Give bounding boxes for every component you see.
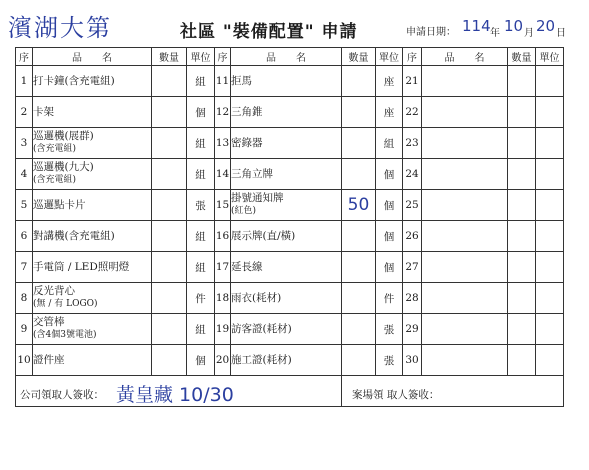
item-unit-text: 張 bbox=[383, 354, 395, 367]
date-year: 114 bbox=[462, 17, 491, 35]
item-quantity[interactable] bbox=[342, 221, 376, 252]
table-row bbox=[16, 345, 564, 376]
item-number-text: 30 bbox=[405, 354, 419, 366]
signature-row bbox=[16, 376, 564, 407]
item-name bbox=[33, 190, 152, 221]
item-unit bbox=[536, 66, 564, 97]
table-row bbox=[16, 252, 564, 283]
item-name-text: 巡邏點卡片 bbox=[33, 198, 86, 211]
item-number bbox=[16, 66, 33, 97]
item-name bbox=[231, 283, 342, 314]
item-number-text: 15 bbox=[215, 199, 230, 211]
item-number-text: 8 bbox=[20, 292, 28, 304]
item-unit bbox=[376, 66, 403, 97]
item-unit bbox=[536, 190, 564, 221]
item-number bbox=[215, 221, 231, 252]
item-unit-text: 座 bbox=[383, 106, 395, 119]
item-number-text: 11 bbox=[215, 75, 230, 87]
item-unit bbox=[376, 159, 403, 190]
item-unit bbox=[187, 159, 215, 190]
item-number-text: 3 bbox=[20, 137, 28, 149]
item-name bbox=[33, 345, 152, 376]
handwritten-site-name: 濱湖大第 bbox=[8, 14, 112, 42]
item-number bbox=[403, 128, 422, 159]
item-quantity-text: 50 bbox=[347, 195, 370, 215]
table-row bbox=[16, 128, 564, 159]
col-qty: 數量 bbox=[152, 48, 187, 66]
item-number bbox=[16, 252, 33, 283]
item-number bbox=[16, 221, 33, 252]
item-unit bbox=[536, 345, 564, 376]
col-name: 品 名 bbox=[33, 48, 152, 66]
table-row bbox=[16, 221, 564, 252]
item-unit-text: 組 bbox=[195, 323, 206, 336]
item-unit bbox=[536, 314, 564, 345]
item-quantity[interactable] bbox=[508, 159, 536, 190]
item-number-text: 29 bbox=[405, 323, 419, 335]
item-number-text: 27 bbox=[405, 261, 419, 273]
item-number bbox=[403, 252, 422, 283]
item-unit bbox=[536, 283, 564, 314]
equipment-table bbox=[15, 47, 564, 407]
item-number bbox=[215, 128, 231, 159]
item-name-note: (含充電組) bbox=[33, 144, 77, 154]
item-name bbox=[33, 97, 152, 128]
table-row bbox=[16, 159, 564, 190]
item-unit bbox=[536, 252, 564, 283]
item-quantity[interactable] bbox=[508, 283, 536, 314]
item-unit-text: 組 bbox=[195, 168, 206, 181]
item-number-text: 21 bbox=[405, 75, 419, 87]
item-quantity[interactable] bbox=[152, 252, 187, 283]
table-row bbox=[16, 190, 564, 221]
item-number bbox=[16, 314, 33, 345]
item-number bbox=[215, 252, 231, 283]
item-unit-text: 個 bbox=[383, 230, 395, 243]
item-name bbox=[33, 159, 152, 190]
form-title: 社區 "裝備配置" 申請 bbox=[180, 22, 358, 42]
item-name bbox=[231, 345, 342, 376]
col-seq: 序 bbox=[215, 48, 231, 66]
item-number-text: 17 bbox=[215, 261, 230, 273]
item-name[interactable] bbox=[422, 128, 508, 159]
item-name-text: 打卡鐘(含充電組) bbox=[33, 74, 115, 87]
item-quantity[interactable] bbox=[152, 190, 187, 221]
item-number bbox=[403, 159, 422, 190]
item-name-text: 手電筒 / LED照明燈 bbox=[33, 260, 130, 273]
item-number-text: 9 bbox=[20, 323, 28, 335]
item-unit-text: 個 bbox=[195, 106, 206, 119]
item-number bbox=[215, 66, 231, 97]
item-quantity[interactable] bbox=[152, 128, 187, 159]
item-number-text: 7 bbox=[20, 261, 28, 273]
item-number bbox=[16, 128, 33, 159]
item-name-text: 展示牌(直/橫) bbox=[231, 229, 296, 242]
item-name bbox=[33, 221, 152, 252]
item-name[interactable] bbox=[422, 66, 508, 97]
date-month: 10 bbox=[504, 17, 524, 35]
company-signature-cell bbox=[16, 376, 342, 407]
item-name bbox=[231, 252, 342, 283]
item-name-text: 密錄器 bbox=[231, 136, 263, 149]
item-unit bbox=[187, 190, 215, 221]
item-number-text: 13 bbox=[215, 137, 230, 149]
item-quantity[interactable] bbox=[342, 66, 376, 97]
item-name[interactable] bbox=[422, 221, 508, 252]
item-number-text: 16 bbox=[215, 230, 230, 242]
item-name[interactable] bbox=[422, 159, 508, 190]
item-name bbox=[231, 190, 342, 221]
item-number bbox=[16, 283, 33, 314]
item-unit bbox=[376, 190, 403, 221]
item-name[interactable] bbox=[422, 252, 508, 283]
item-unit-text: 個 bbox=[383, 168, 395, 181]
item-number-text: 10 bbox=[17, 354, 31, 366]
col-unit: 單位 bbox=[376, 48, 403, 66]
table-row bbox=[16, 97, 564, 128]
item-quantity[interactable] bbox=[342, 252, 376, 283]
item-number-text: 6 bbox=[20, 230, 28, 242]
item-number-text: 4 bbox=[20, 168, 28, 180]
item-quantity[interactable] bbox=[342, 283, 376, 314]
item-unit bbox=[187, 252, 215, 283]
item-quantity[interactable] bbox=[152, 345, 187, 376]
item-number-text: 26 bbox=[405, 230, 419, 242]
item-number bbox=[403, 314, 422, 345]
item-unit-text: 組 bbox=[195, 137, 206, 150]
site-signature-cell bbox=[342, 376, 564, 407]
item-quantity[interactable] bbox=[342, 345, 376, 376]
company-signature: 黃皇藏 10/30 bbox=[116, 384, 234, 406]
item-unit bbox=[376, 283, 403, 314]
item-name[interactable] bbox=[422, 97, 508, 128]
item-number bbox=[403, 66, 422, 97]
item-number-text: 24 bbox=[405, 168, 419, 180]
item-number bbox=[16, 97, 33, 128]
item-unit-text: 個 bbox=[383, 261, 395, 274]
item-number bbox=[403, 97, 422, 128]
item-number-text: 1 bbox=[20, 75, 28, 87]
item-name-note: (紅色) bbox=[231, 206, 257, 216]
item-unit bbox=[536, 159, 564, 190]
item-unit bbox=[187, 97, 215, 128]
item-unit bbox=[536, 128, 564, 159]
item-quantity[interactable] bbox=[508, 221, 536, 252]
item-name bbox=[231, 128, 342, 159]
item-name-text: 巡邏機(展群) bbox=[33, 130, 94, 142]
item-name-note: (含4個3號電池) bbox=[33, 330, 97, 340]
item-name-note: (含充電組) bbox=[33, 175, 77, 185]
item-number bbox=[215, 97, 231, 128]
item-unit-text: 件 bbox=[383, 292, 395, 305]
item-number bbox=[215, 190, 231, 221]
date-day-unit: 日 bbox=[556, 28, 566, 39]
item-number-text: 2 bbox=[20, 106, 28, 118]
item-unit-text: 座 bbox=[383, 75, 395, 88]
table-row bbox=[16, 66, 564, 97]
item-quantity[interactable] bbox=[152, 283, 187, 314]
item-name bbox=[33, 314, 152, 345]
item-name-text: 延長線 bbox=[231, 260, 263, 273]
item-unit bbox=[536, 97, 564, 128]
item-unit bbox=[187, 345, 215, 376]
item-name bbox=[33, 66, 152, 97]
item-unit bbox=[376, 345, 403, 376]
item-unit-text: 個 bbox=[195, 354, 206, 367]
col-unit: 單位 bbox=[536, 48, 564, 66]
col-unit: 單位 bbox=[187, 48, 215, 66]
item-unit-text: 張 bbox=[383, 323, 395, 336]
item-quantity[interactable] bbox=[152, 66, 187, 97]
item-name-text: 巡邏機(九大) bbox=[33, 161, 94, 173]
item-number bbox=[403, 345, 422, 376]
col-qty: 數量 bbox=[508, 48, 536, 66]
item-unit-text: 張 bbox=[195, 199, 206, 212]
item-unit bbox=[376, 314, 403, 345]
item-quantity[interactable] bbox=[508, 314, 536, 345]
item-number-text: 5 bbox=[20, 199, 28, 211]
item-number-text: 19 bbox=[215, 323, 230, 335]
col-seq: 序 bbox=[403, 48, 422, 66]
item-name-text: 對講機(含充電組) bbox=[33, 229, 115, 242]
company-signature-label: 公司領取人簽收： bbox=[20, 389, 104, 401]
form-header bbox=[0, 0, 589, 46]
item-name-text: 掛號通知牌 bbox=[231, 192, 284, 204]
item-number-text: 12 bbox=[215, 106, 230, 118]
item-name bbox=[231, 221, 342, 252]
item-number-text: 28 bbox=[405, 292, 419, 304]
item-quantity[interactable] bbox=[508, 345, 536, 376]
item-number bbox=[215, 159, 231, 190]
item-number-text: 25 bbox=[405, 199, 419, 211]
item-unit bbox=[187, 314, 215, 345]
item-name-text: 三角立牌 bbox=[231, 167, 273, 180]
item-name[interactable] bbox=[422, 283, 508, 314]
item-quantity[interactable] bbox=[508, 97, 536, 128]
item-name bbox=[231, 159, 342, 190]
item-unit bbox=[187, 221, 215, 252]
item-number bbox=[403, 283, 422, 314]
site-signature-label: 案場領 取人簽收： bbox=[352, 389, 440, 401]
item-number bbox=[215, 283, 231, 314]
item-name bbox=[33, 252, 152, 283]
item-unit-text: 個 bbox=[383, 199, 395, 212]
item-quantity[interactable] bbox=[152, 221, 187, 252]
date-month-unit: 月 bbox=[524, 28, 534, 39]
item-number-text: 18 bbox=[215, 292, 230, 304]
col-name: 品 名 bbox=[231, 48, 342, 66]
item-unit-text: 件 bbox=[195, 292, 206, 305]
item-quantity[interactable] bbox=[342, 97, 376, 128]
item-name-text: 交管棒 bbox=[33, 316, 65, 328]
item-number bbox=[215, 345, 231, 376]
item-unit bbox=[376, 252, 403, 283]
item-number-text: 22 bbox=[405, 106, 419, 118]
item-quantity[interactable] bbox=[342, 128, 376, 159]
item-number bbox=[16, 159, 33, 190]
table-row bbox=[16, 283, 564, 314]
item-name bbox=[231, 66, 342, 97]
item-name bbox=[33, 283, 152, 314]
item-name-text: 雨衣(耗材) bbox=[231, 291, 282, 304]
item-name[interactable] bbox=[422, 190, 508, 221]
item-quantity[interactable] bbox=[152, 159, 187, 190]
item-number bbox=[403, 221, 422, 252]
item-name-text: 施工證(耗材) bbox=[231, 353, 292, 366]
item-number bbox=[215, 314, 231, 345]
item-unit bbox=[376, 97, 403, 128]
item-quantity[interactable] bbox=[508, 128, 536, 159]
item-name-text: 拒馬 bbox=[231, 74, 252, 87]
item-unit-text: 組 bbox=[383, 137, 395, 150]
item-unit bbox=[187, 66, 215, 97]
item-name[interactable] bbox=[422, 314, 508, 345]
item-name-text: 三角錐 bbox=[231, 105, 263, 118]
date-label: 申請日期： bbox=[406, 27, 456, 38]
date-day: 20 bbox=[536, 17, 556, 35]
item-unit bbox=[187, 128, 215, 159]
item-unit bbox=[376, 128, 403, 159]
item-name-text: 反光背心 bbox=[33, 285, 75, 297]
table-row bbox=[16, 314, 564, 345]
item-unit-text: 組 bbox=[195, 230, 206, 243]
item-quantity[interactable] bbox=[342, 159, 376, 190]
item-number bbox=[16, 190, 33, 221]
item-name bbox=[33, 128, 152, 159]
col-seq: 序 bbox=[16, 48, 33, 66]
col-name: 品 名 bbox=[422, 48, 508, 66]
item-quantity[interactable] bbox=[342, 314, 376, 345]
item-number-text: 23 bbox=[405, 137, 419, 149]
item-unit bbox=[187, 283, 215, 314]
item-name bbox=[231, 314, 342, 345]
item-quantity[interactable] bbox=[152, 97, 187, 128]
item-name-text: 訪客證(耗材) bbox=[231, 322, 292, 335]
item-unit-text: 組 bbox=[195, 75, 206, 88]
item-unit bbox=[376, 221, 403, 252]
item-number-text: 20 bbox=[215, 354, 230, 366]
item-quantity[interactable] bbox=[508, 252, 536, 283]
col-qty: 數量 bbox=[342, 48, 376, 66]
item-quantity[interactable] bbox=[342, 190, 376, 221]
item-name-text: 證件座 bbox=[33, 353, 65, 366]
table-header-row bbox=[16, 48, 564, 66]
item-quantity[interactable] bbox=[152, 314, 187, 345]
item-name[interactable] bbox=[422, 345, 508, 376]
item-quantity[interactable] bbox=[508, 190, 536, 221]
item-unit-text: 組 bbox=[195, 261, 206, 274]
item-number bbox=[16, 345, 33, 376]
item-number-text: 14 bbox=[215, 168, 230, 180]
date-year-unit: 年 bbox=[490, 28, 500, 39]
item-number bbox=[403, 190, 422, 221]
item-unit bbox=[536, 221, 564, 252]
item-quantity[interactable] bbox=[508, 66, 536, 97]
item-name-text: 卡架 bbox=[33, 105, 54, 118]
item-name bbox=[231, 97, 342, 128]
item-name-note: (無 / 有 LOGO) bbox=[33, 299, 98, 309]
